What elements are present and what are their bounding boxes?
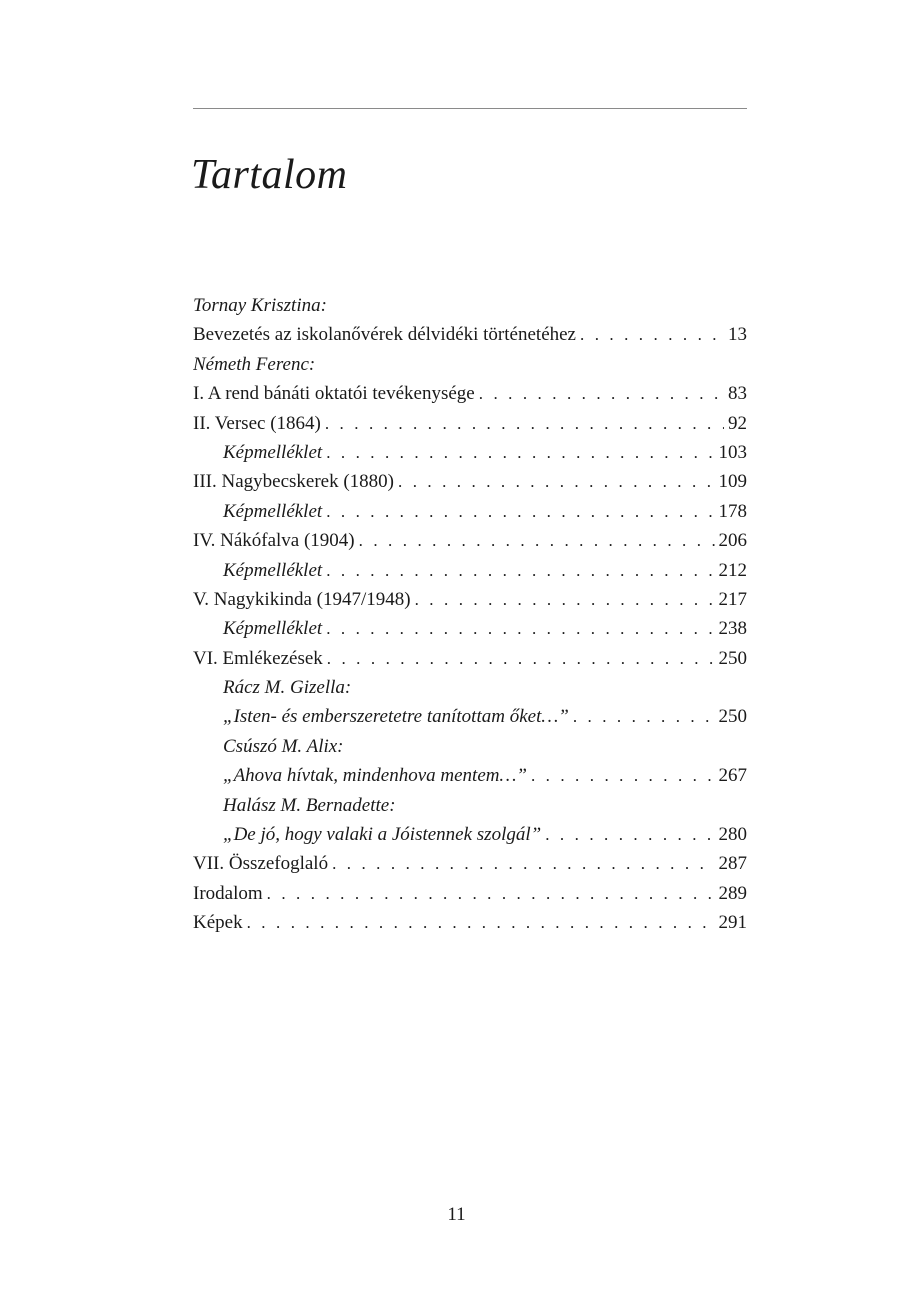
toc-entry-page: 291 xyxy=(718,912,747,934)
toc-entry-title: Irodalom xyxy=(193,882,263,904)
toc-entry xyxy=(193,644,747,673)
toc-entry-title: „Isten- és emberszeretetre tanítottam őket…” xyxy=(223,706,569,728)
toc-entry-title: „De jó, hogy valaki a Jóistennek szolgál” xyxy=(223,824,542,846)
toc-entry-title: VI. Emlékezések xyxy=(193,647,323,669)
toc-entry xyxy=(193,585,747,614)
toc-entry-title: Bevezetés az iskolanővérek délvidéki történetéhez xyxy=(193,324,576,346)
toc-entry-page: 103 xyxy=(718,441,747,463)
toc-entry-title: II. Versec (1864) xyxy=(193,412,321,434)
toc-entry-page: 250 xyxy=(718,647,747,669)
toc-entry xyxy=(193,791,747,820)
dot-leader xyxy=(580,320,724,349)
toc-entry xyxy=(193,702,747,731)
toc-entry-title: Képmelléklet xyxy=(223,559,323,581)
toc-entry xyxy=(193,849,747,878)
toc-entry-page: 83 xyxy=(728,383,747,405)
toc-entry-title: Csúszó M. Alix: xyxy=(223,735,344,757)
dot-leader xyxy=(332,849,714,878)
toc-entry-page: 289 xyxy=(718,882,747,904)
toc-entry-title: Képmelléklet xyxy=(223,441,323,463)
toc-entry-page: 217 xyxy=(718,588,747,610)
toc-entry-title: „Ahova hívtak, mindenhova mentem…” xyxy=(223,765,527,787)
dot-leader xyxy=(398,467,715,496)
toc-entry-page: 92 xyxy=(728,412,747,434)
toc-entry-title: VII. Összefoglaló xyxy=(193,853,329,875)
toc-entry-title: V. Nagykikinda (1947/1948) xyxy=(193,588,411,610)
toc-entry-page: 280 xyxy=(718,824,747,846)
toc-entry-title: Képmelléklet xyxy=(223,618,323,640)
dot-leader xyxy=(359,526,715,555)
toc-entry-title: Németh Ferenc: xyxy=(193,353,316,375)
toc-entry xyxy=(193,673,747,702)
toc-entry xyxy=(193,438,747,467)
toc-entry-page: 250 xyxy=(718,706,747,728)
dot-leader xyxy=(573,702,715,731)
dot-leader xyxy=(326,614,714,643)
toc-entry xyxy=(193,379,747,408)
toc-entry-title: Halász M. Bernadette: xyxy=(223,794,396,816)
toc-entry-page: 206 xyxy=(718,530,747,552)
toc-entry xyxy=(193,320,747,349)
dot-leader xyxy=(327,644,715,673)
toc-entry-title: Rácz M. Gizella: xyxy=(223,677,352,699)
toc-entry xyxy=(193,497,747,526)
dot-leader xyxy=(531,761,715,790)
toc-entry-page: 267 xyxy=(718,765,747,787)
dot-leader xyxy=(479,379,724,408)
toc-entry xyxy=(193,350,747,379)
header-rule xyxy=(193,108,747,109)
dot-leader xyxy=(545,820,714,849)
toc-entry xyxy=(193,409,747,438)
page-title: Tartalom xyxy=(191,152,348,198)
dot-leader xyxy=(247,908,715,937)
toc-entry-title: IV. Nákófalva (1904) xyxy=(193,530,355,552)
toc-entry-title: I. A rend bánáti oktatói tevékenysége xyxy=(193,383,475,405)
dot-leader xyxy=(326,497,714,526)
toc-entry xyxy=(193,556,747,585)
toc-entry xyxy=(193,467,747,496)
toc-entry xyxy=(193,879,747,908)
toc-entry-page: 238 xyxy=(718,618,747,640)
toc-entry xyxy=(193,614,747,643)
toc-entry-title: Képmelléklet xyxy=(223,500,323,522)
toc-entry-page: 178 xyxy=(718,500,747,522)
page-number: 11 xyxy=(447,1204,466,1225)
toc-entry-page: 13 xyxy=(728,324,747,346)
table-of-contents xyxy=(193,291,747,938)
dot-leader xyxy=(415,585,715,614)
toc-entry xyxy=(193,761,747,790)
toc-entry xyxy=(193,908,747,937)
toc-entry-title: III. Nagybecskerek (1880) xyxy=(193,471,394,493)
dot-leader xyxy=(325,409,724,438)
dot-leader xyxy=(326,438,714,467)
toc-entry xyxy=(193,820,747,849)
toc-entry-page: 287 xyxy=(718,853,747,875)
toc-entry-page: 212 xyxy=(718,559,747,581)
dot-leader xyxy=(267,879,715,908)
dot-leader xyxy=(326,556,714,585)
toc-entry-page: 109 xyxy=(718,471,747,493)
toc-entry xyxy=(193,526,747,555)
toc-entry xyxy=(193,732,747,761)
toc-entry-title: Képek xyxy=(193,912,243,934)
toc-entry-title: Tornay Krisztina: xyxy=(193,295,327,316)
toc-entry xyxy=(193,291,747,320)
